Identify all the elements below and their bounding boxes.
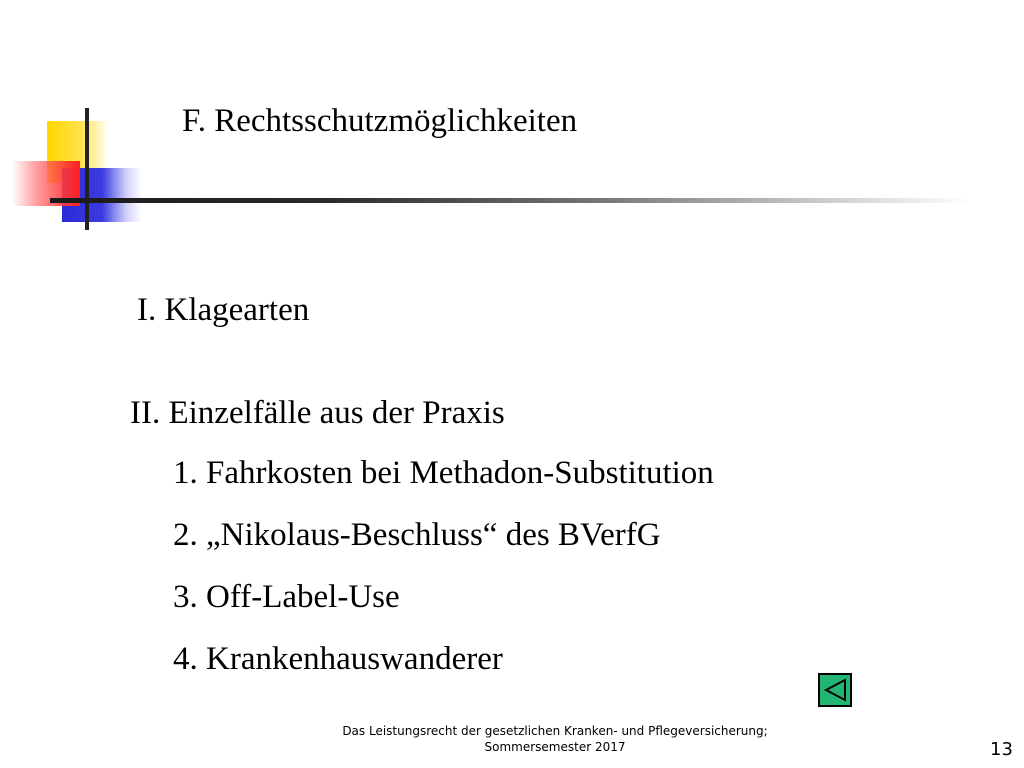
list-item-krankenhauswanderer: 4. Krankenhauswanderer [173,641,503,677]
slide-footer [300,723,810,755]
back-nav-button[interactable] [818,673,852,707]
title-underline [50,198,970,203]
footer-line-1: Das Leistungsrecht der gesetzlichen Kranken- und Pflegeversicherung; [342,724,768,738]
decorative-logo [0,0,160,240]
vertical-rule [85,108,89,230]
triangle-left-icon [820,675,850,705]
slide-title: F. Rechtsschutzmöglichkeiten [182,103,578,139]
footer-line-2: Sommersemester 2017 [484,740,626,754]
list-item-nikolaus: 2. „Nikolaus-Beschluss“ des BVerfG [173,517,661,553]
list-item-fahrkosten: 1. Fahrkosten bei Methadon-Substitution [173,455,714,491]
list-item-einzelfaelle: II. Einzelfälle aus der Praxis [130,395,505,431]
list-item-klagearten: I. Klagearten [137,292,310,328]
list-item-off-label: 3. Off-Label-Use [173,579,400,615]
page-number: 13 [990,739,1013,760]
